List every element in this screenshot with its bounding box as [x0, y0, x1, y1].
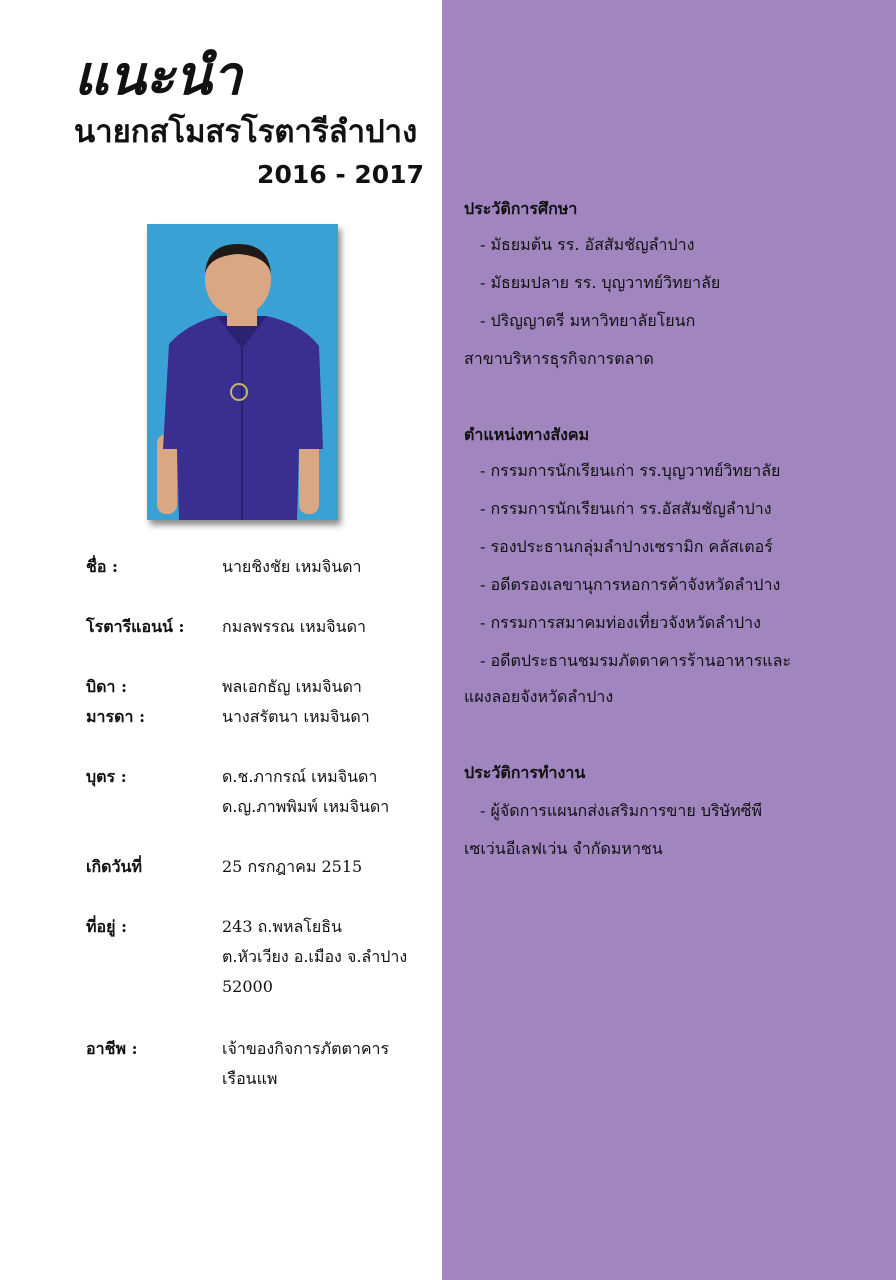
name-label: ชื่อ :	[86, 557, 118, 576]
right-panel	[442, 0, 896, 1280]
social-item: - อดีตประธานชมรมภัตตาคารร้านอาหารและ	[480, 651, 791, 670]
address-line: ต.หัวเวียง อ.เมือง จ.ลำปาง	[222, 947, 408, 966]
social-item: - กรรมการนักเรียนเก่า รร.อัสสัมชัญลำปาง	[480, 499, 772, 518]
page-subtitle: นายกสโมสรโรตารีลำปาง	[74, 114, 418, 150]
education-continuation: สาขาบริหารธุรกิจการตลาด	[464, 349, 654, 368]
portrait-photo	[147, 224, 338, 520]
social-item: - กรรมการนักเรียนเก่า รร.บุญวาทย์วิทยาลัย	[480, 461, 781, 480]
education-item: - ปริญญาตรี มหาวิทยาลัยโยนก	[480, 311, 696, 330]
rotaryann-value: กมลพรรณ เหมจินดา	[222, 617, 366, 636]
father-label: บิดา :	[86, 677, 128, 696]
occupation-line: เรือนแพ	[222, 1069, 278, 1088]
portrait-illustration	[147, 224, 338, 520]
address-line: 52000	[222, 977, 273, 996]
child-value: ด.ช.ภากรณ์ เหมจินดา	[222, 767, 378, 786]
mother-label: มารดา :	[86, 707, 145, 726]
mother-value: นางสรัตนา เหมจินดา	[222, 707, 370, 726]
rotaryann-label: โรตารีแอนน์ :	[86, 617, 185, 636]
social-item: - อดีตรองเลขานุการหอการค้าจังหวัดลำปาง	[480, 575, 781, 594]
education-item: - มัธยมต้น รร. อัสสัมชัญลำปาง	[480, 235, 695, 254]
father-value: พลเอกธัญ เหมจินดา	[222, 677, 362, 696]
children-label: บุตร :	[86, 767, 127, 786]
address-line: 243 ถ.พหลโยธิน	[222, 917, 342, 936]
page-title: แนะนำ	[74, 44, 242, 107]
work-item: - ผู้จัดการแผนกส่งเสริมการขาย บริษัทซีพี	[480, 801, 763, 820]
birth-label: เกิดวันที่	[86, 857, 143, 876]
work-heading: ประวัติการทำงาน	[464, 763, 586, 782]
occupation-line: เจ้าของกิจการภัตตาคาร	[222, 1039, 390, 1058]
social-item: - รองประธานกลุ่มลำปางเซรามิก คลัสเตอร์	[480, 537, 773, 556]
birth-value: 25 กรกฎาคม 2515	[222, 857, 363, 876]
address-label: ที่อยู่ :	[86, 917, 128, 936]
name-value: นายชิงชัย เหมจินดา	[222, 557, 362, 576]
social-heading: ตำแหน่งทางสังคม	[464, 425, 590, 444]
work-continuation: เซเว่นอีเลฟเว่น จำกัดมหาชน	[464, 839, 663, 858]
term-year: 2016 - 2017	[257, 160, 424, 189]
education-heading: ประวัติการศึกษา	[464, 199, 578, 218]
social-item: - กรรมการสมาคมท่องเที่ยวจังหวัดลำปาง	[480, 613, 761, 632]
occupation-label: อาชีพ :	[86, 1039, 138, 1058]
social-continuation: แผงลอยจังหวัดลำปาง	[464, 687, 614, 706]
child-value: ด.ญ.ภาพพิมพ์ เหมจินดา	[222, 797, 390, 816]
education-item: - มัธยมปลาย รร. บุญวาทย์วิทยาลัย	[480, 273, 721, 292]
